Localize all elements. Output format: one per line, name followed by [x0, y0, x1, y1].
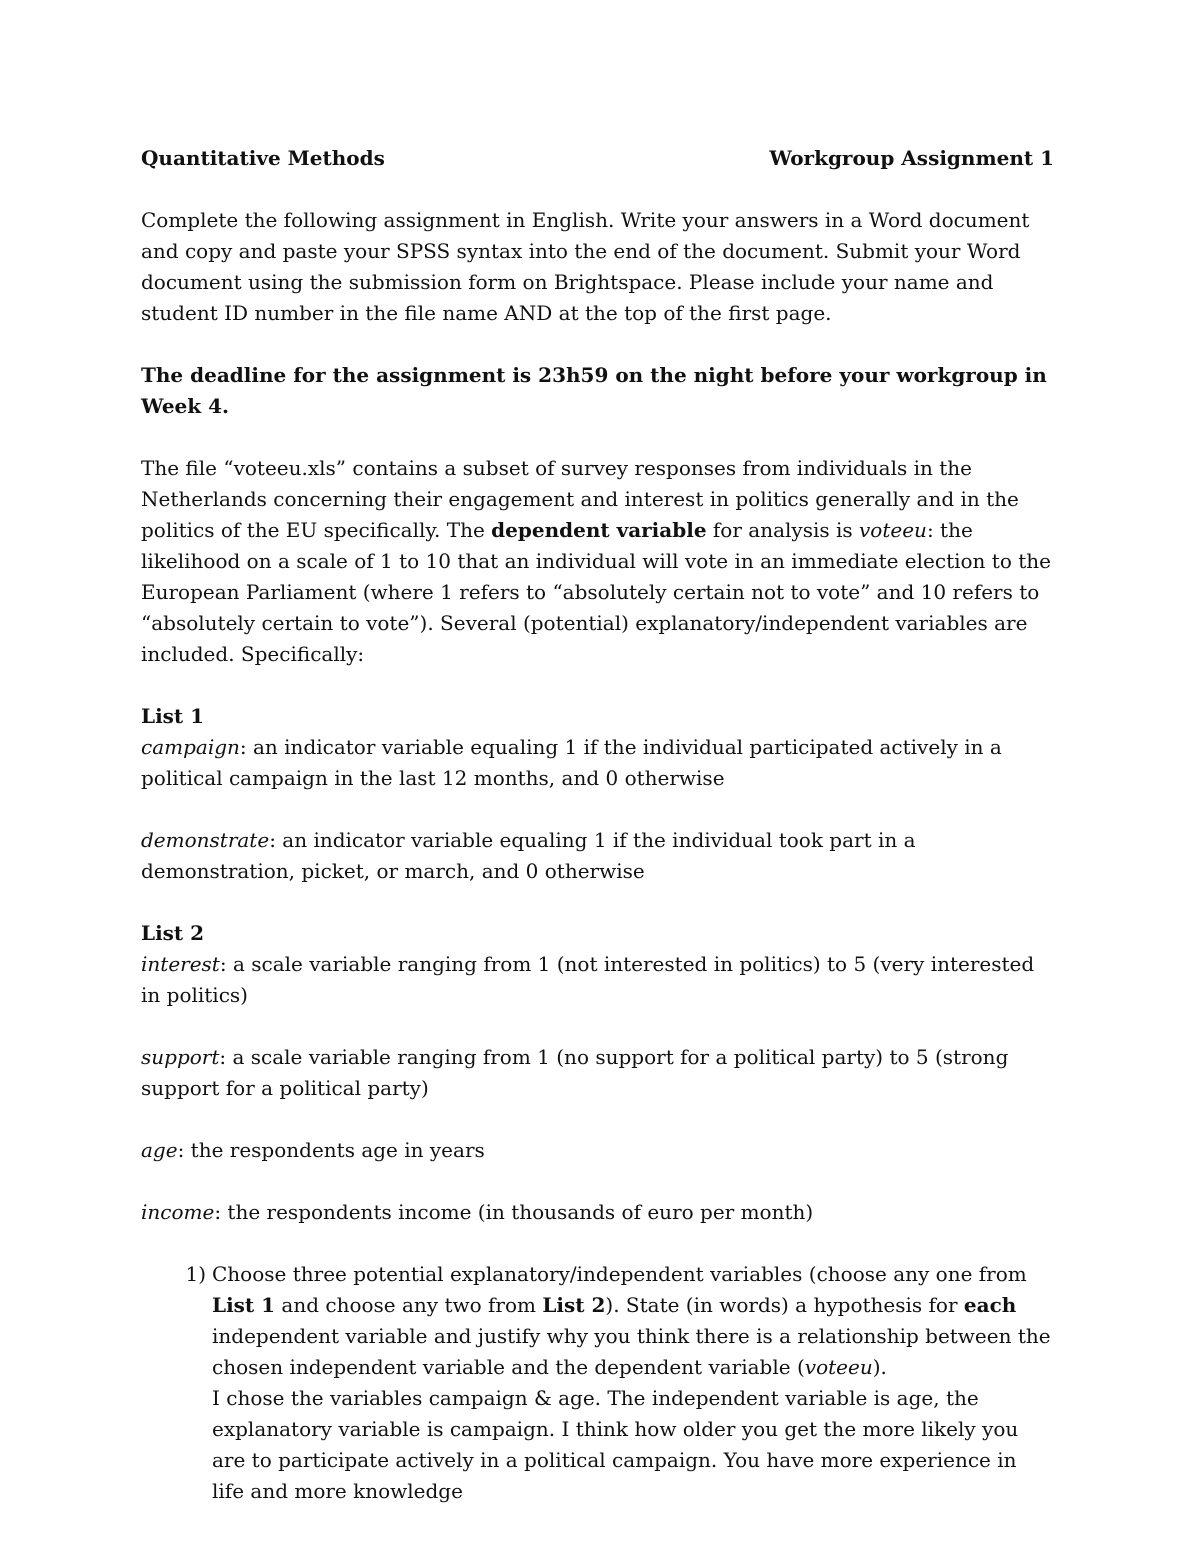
variable-name: income — [141, 1200, 215, 1224]
variable-description: : the respondents income (in thousands of euro per month) — [214, 1200, 814, 1224]
question-1 — [141, 1259, 1054, 1507]
variable-description: : an indicator variable equaling 1 if the individual participated actively in a political campaign in the last 12 months, and 0 otherwise — [141, 735, 1002, 790]
question-number: 1) — [185, 1262, 206, 1286]
variable-name: demonstrate — [141, 828, 270, 852]
question-text — [212, 1259, 1054, 1383]
assignment-title: Workgroup Assignment 1 — [769, 146, 1054, 170]
student-answer: I chose the variables campaign & age. The independent variable is age, the explanatory variable is campaign. I think how older you get the more likely you are to participate actively in a political campaign. You have more experience in life and more knowledge — [212, 1386, 1019, 1503]
description-paragraph — [141, 453, 1054, 670]
list2-item-support — [141, 1042, 1054, 1104]
variable-description: : a scale variable ranging from 1 (no support for a political party) to 5 (strong support for a political party) — [141, 1045, 1009, 1100]
question-body — [212, 1259, 1054, 1507]
document-header — [141, 143, 1054, 174]
question-bold-list1: List 1 — [212, 1293, 276, 1317]
course-title: Quantitative Methods — [141, 146, 385, 170]
description-text-3: : the likelihood on a scale of 1 to 10 that an individual will vote in an immediate election to the European Parliament (where 1 refers to “absolutely certain not to vote” and 10 refers to “absolutely certain to vote”). Several (potential) explanatory/independent variables are included. Specifically: — [141, 518, 1051, 666]
question-bold-list2: List 2 — [542, 1293, 606, 1317]
variable-description: : an indicator variable equaling 1 if the individual took part in a demonstration, picket, or march, and 0 otherwise — [141, 828, 916, 883]
question-text-1: Choose three potential explanatory/independent variables (choose any one from — [212, 1262, 1027, 1286]
dependent-variable-name: voteeu — [859, 518, 927, 542]
question-text-3: ). State (in words) a hypothesis for — [605, 1293, 964, 1317]
dependent-variable-label: dependent variable — [491, 518, 707, 542]
list2-item-income — [141, 1197, 1054, 1228]
variable-description: : a scale variable ranging from 1 (not interested in politics) to 5 (very interested in politics) — [141, 952, 1035, 1007]
list1-item-demonstrate — [141, 825, 1054, 887]
list2-item-age — [141, 1135, 1054, 1166]
list1-title: List 1 — [141, 704, 205, 728]
variable-name: campaign — [141, 735, 240, 759]
question-text-4: independent variable and justify why you think there is a relationship between the chosen independent variable and the dependent variable ( — [212, 1324, 1051, 1379]
question-italic-voteeu: voteeu — [804, 1355, 873, 1379]
list2-item-interest — [141, 949, 1054, 1011]
description-text-2: for analysis is — [706, 518, 859, 542]
intro-paragraph: Complete the following assignment in English. Write your answers in a Word document and copy and paste your SPSS syntax into the end of the document. Submit your Word document using the submission form on Brightspace. Please include your name and student ID number in the file name AND at the top of the first page. — [141, 208, 1030, 325]
variable-name: interest — [141, 952, 220, 976]
deadline-paragraph: The deadline for the assignment is 23h59 on the night before your workgroup in Week 4. — [141, 363, 1047, 418]
variable-name: age — [141, 1138, 178, 1162]
variable-name: support — [141, 1045, 220, 1069]
list1-item-campaign — [141, 732, 1054, 794]
description-text-1: The file “voteeu.xls” contains a subset of survey responses from individuals in the Netherlands concerning their engagement and interest in politics generally and in the politics of the EU specifically. The — [141, 456, 1019, 542]
question-bold-each: each — [963, 1293, 1017, 1317]
list2-title: List 2 — [141, 921, 205, 945]
question-text-5: ). — [872, 1355, 887, 1379]
question-text-2: and choose any two from — [275, 1293, 543, 1317]
variable-description: : the respondents age in years — [177, 1138, 485, 1162]
